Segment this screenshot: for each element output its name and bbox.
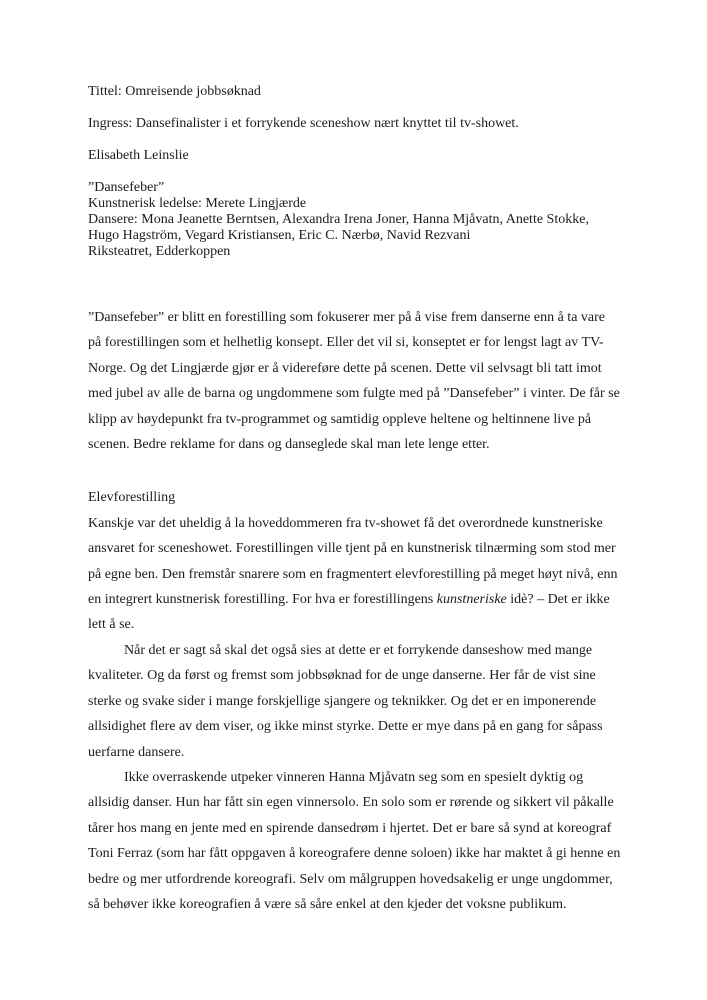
credits-block	[88, 180, 621, 260]
document-title-line: Tittel: Omreisende jobbsøknad	[88, 84, 261, 99]
body-paragraph-4: Ikke overraskende utpeker vinneren Hanna Mjåvatn seg som en spesielt dyktig og allsidig danser. Hun har fått sin egen vinnersolo. En solo som er rørende og sikkert vil påkalle tårer hos mang en jente med en spirende dansedrøm i hjertet. Det er bare så synd at koreograf Toni Ferraz (som har fått oppgaven å koreografere denne soloen) ikke har maktet å gi henne en bedre og mer utfordrende koreografi. Selv om målgruppen hovedsakelig er unge ungdommer, så behøver ikke koreografien å være så såre enkel at den kjeder det voksne publikum.	[88, 769, 621, 912]
body-paragraph-3: Når det er sagt så skal det også sies at dette er et forrykende danseshow med mange kvaliteter. Og da først og fremst som jobbsøknad for de unge danserne. Her får de vist sine sterke og svake sider i mange forskjellige sjangere og teknikker. Og det er en imponerende allsidighet flere av dem viser, og ikke minst styrke. Dette er mye dans på en gang for såpass uerfarne dansere.	[88, 642, 603, 760]
body-paragraph-1: ”Dansefeber” er blitt en forestilling som fokuserer mer på å vise frem danserne enn å ta vare på forestillingen som et helhetlig konsept. Eller det vil si, konseptet er for lengst lagt av TV-Norge. Og det Lingjærde gjør er å videreføre dette på scenen. Dette vil selvsagt bli tatt imot med jubel av alle de barna og ungdommene som fulgte med på ”Dansefeber” i vinter. De får se klipp av høydepunkt fra tv-programmet og samtidig oppleve heltene og heltinnene live på scenen. Bedre reklame for dans og danseglede skal man lete lenge etter.	[88, 310, 620, 453]
body-paragraph-2	[88, 511, 621, 638]
paragraph-2-text-before: Kanskje var det uheldig å la hoveddommeren fra tv-showet få det overordnede kunstneriske ansvaret for sceneshowet. Forestillingen ville tjent på en kunstnerisk tilnærming som stod mer på egne ben. Den fremstår snarere som en fragmentert elevforestilling på meget høyt nivå, enn en integrert kunstnerisk forestilling. For hva er forestillingens	[88, 515, 618, 608]
paragraph-2-italic-word: kunstneriske	[436, 592, 507, 608]
credit-line-artistic-direction: Kunstnerisk ledelse: Merete Lingjærde	[88, 196, 307, 211]
credit-line-venue: Riksteatret, Edderkoppen	[88, 244, 231, 259]
document-author: Elisabeth Leinslie	[88, 148, 189, 163]
section-heading: Elevforestilling	[88, 490, 176, 506]
credit-line-show-title: ”Dansefeber”	[88, 180, 165, 195]
credit-line-dancers-2: Hugo Hagström, Vegard Kristiansen, Eric C. Nærbø, Navid Rezvani	[88, 228, 471, 243]
paragraph-2-text-after: idè? – Det er ikke lett å se.	[88, 592, 610, 633]
document-ingress-line: Ingress: Dansefinalister i et forrykende sceneshow nært knyttet til tv-showet.	[88, 116, 519, 131]
credit-line-dancers-1: Dansere: Mona Jeanette Berntsen, Alexandra Irena Joner, Hanna Mjåvatn, Anette Stokke,	[88, 212, 589, 227]
